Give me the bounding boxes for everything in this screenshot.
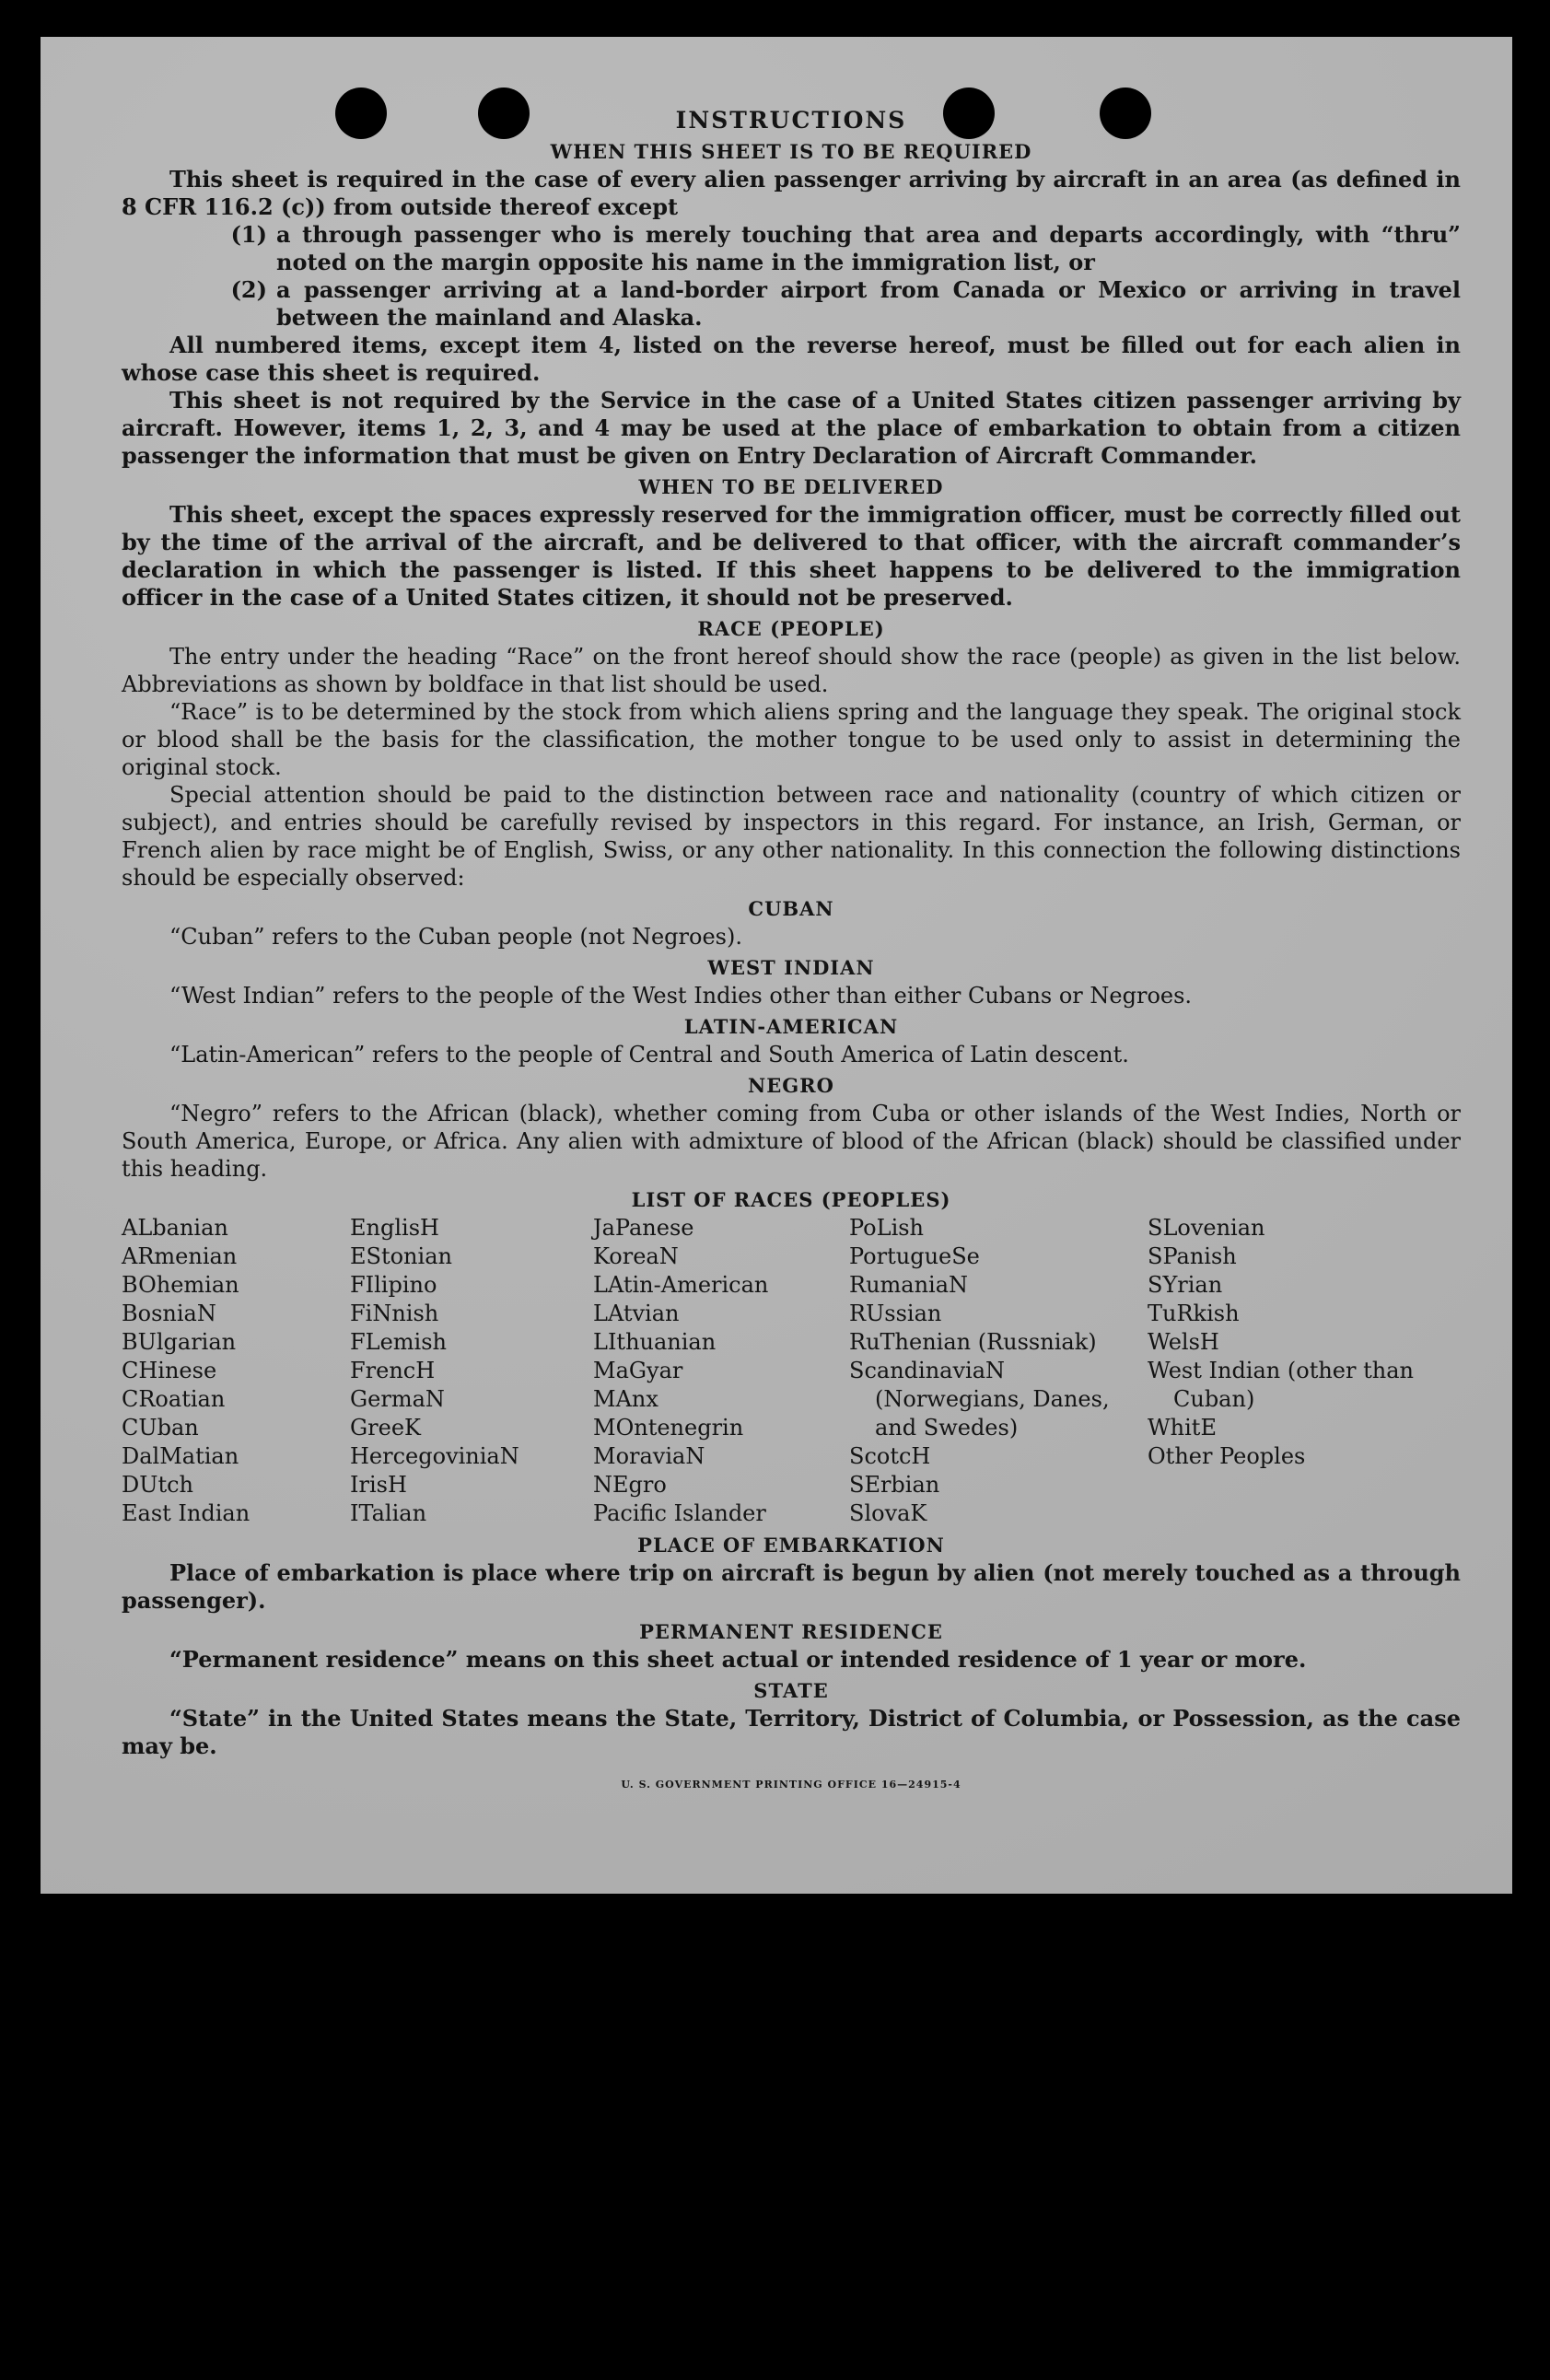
race-entry: GreeK	[350, 1415, 421, 1441]
paragraph-west-indian: “West Indian” refers to the people of the West Indies other than either Cubans or Negroes.	[169, 983, 1193, 1009]
document-sheet	[41, 37, 1512, 1894]
race-entry: JaPanese	[593, 1215, 694, 1241]
race-entry: PoLish	[849, 1215, 925, 1241]
race-entry: SErbian	[849, 1472, 940, 1498]
race-entry: BOhemian	[122, 1272, 239, 1298]
race-entry: Pacific Islander	[593, 1500, 766, 1526]
paragraph-latin-american: “Latin-American” refers to the people of Central and South America of Latin descent.	[169, 1042, 1129, 1068]
race-entry: BosniaN	[122, 1301, 216, 1326]
race-entry: RumaniaN	[849, 1272, 969, 1298]
race-entry: RUssian	[849, 1301, 942, 1326]
instructions-content	[122, 103, 1461, 1799]
paragraph-cuban: “Cuban” refers to the Cuban people (not Negroes).	[169, 924, 742, 950]
race-entry: GermaN	[350, 1386, 445, 1412]
heading-list-of-races: LIST OF RACES (PEOPLES)	[631, 1188, 951, 1211]
paragraph-race-nationality: Special attention should be paid to the distinction between race and nationality (country of which citizen or subject), and entries should be carefully revised by inspectors in this regard. For instance, an Irish, German, or French alien by race might be of English, Swiss, or any other nationality. In this connection the following distinctions should be especially observed:	[122, 782, 1461, 891]
item-text: a passenger arriving at a land-border airport from Canada or Mexico or arriving in travel between the mainland and Alaska.	[276, 276, 1461, 331]
heading-when-delivered: WHEN TO BE DELIVERED	[638, 475, 944, 498]
race-entry: East Indian	[122, 1500, 251, 1526]
race-entry: SPanish	[1148, 1243, 1237, 1269]
race-entry: LIthuanian	[593, 1329, 717, 1355]
race-entry: MaGyar	[593, 1358, 683, 1383]
races-column	[1148, 1214, 1424, 1528]
races-list	[122, 1214, 1461, 1528]
race-entry: EStonian	[350, 1243, 452, 1269]
paragraph-requirement: This sheet is required in the case of every alien passenger arriving by aircraft in an area (as defined in 8 CFR 116.2 (c)) from outside thereof except	[122, 166, 1461, 220]
race-entry: NEgro	[593, 1472, 667, 1498]
race-entry: ALbanian	[122, 1215, 228, 1241]
printing-office-imprint: U. S. GOVERNMENT PRINTING OFFICE 16—24915-4	[621, 1779, 961, 1791]
exception-item	[122, 221, 1461, 276]
races-column	[849, 1214, 1148, 1528]
race-entry: TuRkish	[1148, 1301, 1240, 1326]
race-entry: EnglisH	[350, 1215, 439, 1241]
races-column	[593, 1214, 849, 1528]
heading-west-indian: WEST INDIAN	[707, 956, 875, 979]
heading-permanent-residence: PERMANENT RESIDENCE	[639, 1620, 943, 1643]
race-entry: SLovenian	[1148, 1215, 1265, 1241]
race-entry: SlovaK	[849, 1500, 927, 1526]
race-entry: IrisH	[350, 1472, 407, 1498]
race-entry: West Indian (other than Cuban)	[1148, 1358, 1414, 1412]
race-entry: ITalian	[350, 1500, 427, 1526]
race-entry: Other Peoples	[1148, 1443, 1306, 1469]
heading-place-of-embarkation: PLACE OF EMBARKATION	[637, 1534, 945, 1557]
paragraph-state: “State” in the United States means the State, Territory, District of Columbia, or Possession, as the case may be.	[122, 1705, 1461, 1759]
race-entry: FrencH	[350, 1358, 436, 1383]
race-entry: FIlipino	[350, 1272, 437, 1298]
race-entry: CUban	[122, 1415, 199, 1441]
race-entry: BUlgarian	[122, 1329, 237, 1355]
page-title: INSTRUCTIONS	[675, 107, 907, 134]
race-entry: DalMatian	[122, 1443, 239, 1469]
race-entry: LAtin-American	[593, 1272, 769, 1298]
heading-cuban: CUBAN	[748, 897, 834, 920]
race-entry: PortugueSe	[849, 1243, 980, 1269]
race-entry: FLemish	[350, 1329, 447, 1355]
paragraph-delivery: This sheet, except the spaces expressly reserved for the immigration officer, must be correctly filled out by the time of the arrival of the aircraft, and be delivered to that officer, with the aircraft commander’s declaration in which the passenger is listed. If this sheet happens to be delivered to the immigration officer in the case of a United States citizen, it should not be preserved.	[122, 501, 1461, 611]
item-number: (1)	[230, 221, 267, 248]
paragraph-negro: “Negro” refers to the African (black), whether coming from Cuba or other islands of the West Indies, North or South America, Europe, or Africa. Any alien with admixture of blood of the African (black) should be classified under this heading.	[122, 1101, 1461, 1182]
race-entry: DUtch	[122, 1472, 194, 1498]
race-entry: ScandinaviaN (Norwegians, Danes, and Swedes)	[849, 1358, 1110, 1441]
race-entry: SYrian	[1148, 1272, 1223, 1298]
race-entry: CRoatian	[122, 1386, 226, 1412]
heading-negro: NEGRO	[748, 1074, 834, 1097]
races-column	[122, 1214, 350, 1528]
race-entry: HercegoviniaN	[350, 1443, 519, 1469]
heading-when-required: WHEN THIS SHEET IS TO BE REQUIRED	[550, 140, 1032, 163]
race-entry: WhitE	[1148, 1415, 1217, 1441]
paragraph-citizen: This sheet is not required by the Service in the case of a United States citizen passenger arriving by aircraft. However, items 1, 2, 3, and 4 may be used at the place of embarkation to obtain from a citizen passenger the information that must be given on Entry Declaration of Aircraft Commander.	[122, 387, 1461, 469]
paragraph-race-entry: The entry under the heading “Race” on the front hereof should show the race (people) as given in the list below. Abbreviations as shown by boldface in that list should be used.	[122, 644, 1461, 697]
race-entry: ScotcH	[849, 1443, 931, 1469]
race-entry: LAtvian	[593, 1301, 680, 1326]
item-text: a through passenger who is merely touching that area and departs accordingly, with “thru” noted on the margin opposite his name in the immigration list, or	[276, 221, 1461, 275]
paragraph-numbered-items: All numbered items, except item 4, listed on the reverse hereof, must be filled out for each alien in whose case this sheet is required.	[122, 332, 1461, 386]
heading-state: STATE	[753, 1679, 829, 1702]
race-entry: KoreaN	[593, 1243, 679, 1269]
heading-latin-american: LATIN-AMERICAN	[683, 1015, 899, 1038]
item-number: (2)	[230, 276, 267, 303]
paragraph-embarkation: Place of embarkation is place where trip on aircraft is begun by alien (not merely touched as a through passenger).	[122, 1559, 1461, 1614]
race-entry: WelsH	[1148, 1329, 1219, 1355]
race-entry: MAnx	[593, 1386, 658, 1412]
race-entry: ARmenian	[122, 1243, 238, 1269]
race-entry: CHinese	[122, 1358, 217, 1383]
paragraph-permanent-residence: “Permanent residence” means on this sheet actual or intended residence of 1 year or more.	[169, 1646, 1307, 1673]
paragraph-race-stock: “Race” is to be determined by the stock from which aliens spring and the language they speak. The original stock or blood shall be the basis for the classification, the mother tongue to be used only to assist in determining the original stock.	[122, 699, 1461, 780]
exception-item	[122, 276, 1461, 332]
heading-race: RACE (PEOPLE)	[697, 617, 885, 640]
race-entry: RuThenian (Russniak)	[849, 1329, 1097, 1355]
race-entry: MOntenegrin	[593, 1415, 744, 1441]
races-column	[350, 1214, 593, 1528]
race-entry: FiNnish	[350, 1301, 439, 1326]
race-entry: MoraviaN	[593, 1443, 705, 1469]
